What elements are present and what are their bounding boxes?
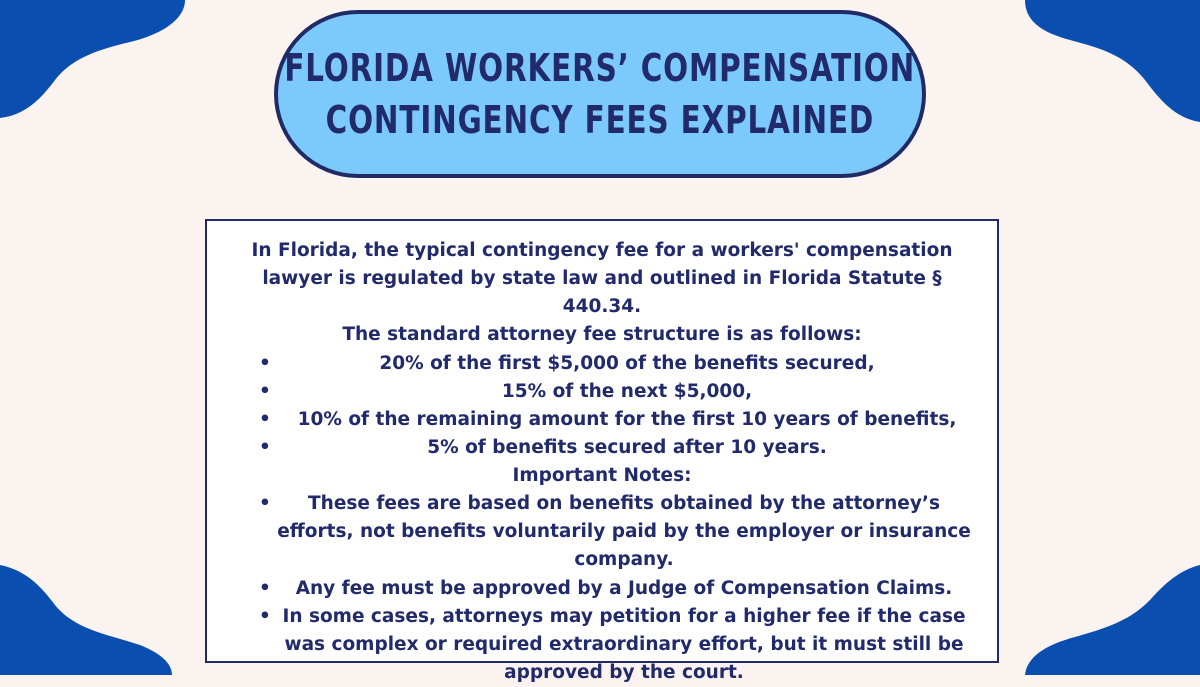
list-item: [227, 406, 977, 434]
corner-blob-bottom-right: [1025, 565, 1200, 675]
fee-structure-list: [227, 350, 977, 463]
title-line-2: CONTINGENCY FEES EXPLAINED: [325, 98, 875, 142]
list-item: [227, 490, 977, 574]
corner-blob-top-right: [1025, 0, 1200, 125]
bullet-icon: •: [259, 577, 271, 599]
fee-item-text: 15% of the next $5,000,: [501, 380, 753, 402]
list-item: [227, 434, 977, 462]
fee-item-text: 20% of the first $5,000 of the benefits secured,: [379, 352, 875, 374]
bullet-icon: •: [259, 352, 271, 374]
list-item: [227, 575, 977, 603]
fee-item-text: 10% of the remaining amount for the first 10 years of benefits,: [297, 408, 957, 430]
bullet-icon: •: [259, 605, 271, 627]
notes-heading: Important Notes:: [512, 465, 692, 486]
note-text: These fees are based on benefits obtained by the attorney’s efforts, not benefits voluntarily paid by the employer or insurance company.: [277, 493, 971, 571]
list-item: [227, 378, 977, 406]
note-text: Any fee must be approved by a Judge of Compensation Claims.: [295, 577, 953, 599]
list-item: [227, 350, 977, 378]
fee-explanation-box: [205, 219, 999, 683]
list-item: [227, 603, 977, 687]
note-text: In some cases, attorneys may petition for a higher fee if the case was complex or required extraordinary effort, but it must still be approved by the court.: [282, 605, 966, 683]
bullet-icon: •: [259, 380, 271, 402]
title-banner: [274, 10, 926, 178]
bullet-icon: •: [259, 436, 271, 458]
corner-blob-bottom-left: [0, 565, 175, 675]
intro-line-1: In Florida, the typical contingency fee for a workers' compensation: [251, 240, 953, 261]
fee-item-text: 5% of benefits secured after 10 years.: [427, 436, 827, 458]
intro-line-2: lawyer is regulated by state law and outlined in Florida Statute § 440.34.: [262, 268, 942, 318]
important-notes-list: [227, 490, 977, 687]
corner-blob-top-left: [0, 0, 190, 120]
intro-line-3: The standard attorney fee structure is as follows:: [342, 324, 862, 346]
bullet-icon: •: [259, 493, 271, 515]
title-line-1: FLORIDA WORKERS’ COMPENSATION: [284, 46, 916, 90]
bullet-icon: •: [259, 408, 271, 430]
